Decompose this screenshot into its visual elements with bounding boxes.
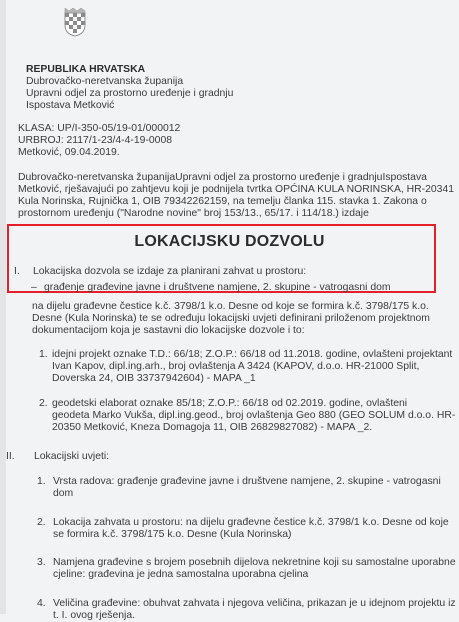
list-item-line: Ivan Kapov, dipl.ing.arh., broj ovlaštenja A 3424 (KAPOV, d.o.o. HR-21000 Split, (52, 361, 420, 372)
list-item-number: 4. (37, 598, 46, 609)
list-item (53, 476, 441, 500)
list-item-line: Veličina građevine: obuhvat zahvata i njegova veličina, prikazan je u idejnom projektu iz (53, 598, 456, 609)
list-item-line: se formira k.č. 3798/175 k.o. Desne (Kula Norinska) (53, 529, 292, 540)
body-line: dokumentacijom koja je sastavni dio lokacijske dozvole i to: (32, 325, 305, 336)
list-item-line: Doverska 24, OIB 33737942604) - MAPA _1 (52, 373, 256, 384)
list-item (52, 349, 452, 385)
section1-bullet-text: građenje građevine javne i društvene namjene, 2. skupine - vatrogasni dom (44, 282, 391, 293)
list-item-number: 2. (37, 517, 46, 528)
page-edge (0, 0, 6, 614)
list-item (52, 398, 455, 434)
list-item-number: 1. (37, 476, 46, 487)
list-item-line: t. I. ovog rješenja. (53, 610, 136, 621)
croatian-coat-of-arms-icon (63, 7, 87, 37)
section1-numeral: I. (14, 266, 20, 277)
issuer-header (26, 64, 233, 112)
section1-body (32, 301, 430, 337)
list-item-line: cjeline: građevina je jedna samostalna uporabna cjelina (53, 569, 309, 580)
header-line: Upravni odjel za prostorno uređenje i gradnju (26, 88, 234, 99)
section1-heading: Lokacijska dozvola se izdaje za planirani zahvat u prostoru: (33, 266, 307, 277)
place-date: Metković, 09.04.2019. (18, 147, 120, 158)
list-item-line: Lokacija zahvata u prostoru: na dijelu građevne čestice k.č. 3798/1 k.o. Desne od koje (53, 517, 449, 528)
section2-numeral: II. (6, 451, 15, 462)
body-line: na dijelu građevne čestice k.č. 3798/1 k.o. Desne od koje se formira k.č. 3798/175 k.o. (32, 301, 429, 312)
list-item-number: 1. (39, 349, 48, 360)
header-line: Ispostava Metković (26, 100, 115, 111)
list-item (53, 598, 456, 622)
list-item-line: dom (53, 488, 74, 499)
list-item-line: idejni projekt oznake T.D.: 66/18; Z.O.P.: 66/18 od 11.2018. godine, ovlašteni projektant (52, 349, 453, 360)
intro-line: Dubrovačko-neretvanska županijaUpravni odjel za prostorno uređenje i gradnjuIspostava (18, 172, 427, 183)
header-line: Dubrovačko-neretvanska županija (26, 76, 184, 87)
list-item-line: Vrsta radova: građenje građevine javne i društvene namjene, 2. skupine - vatrogasni (53, 476, 441, 487)
intro-line: Metković, rješavajući po zahtjevu koji je podnijela tvrtka OPĆINA KULA NORINSKA, HR-20341 (18, 184, 455, 195)
section2-heading: Lokacijski uvjeti: (34, 451, 110, 462)
list-item-line: geodeta Marko Vukša, dipl.ing.geod., broj ovlaštenja Geo 880 (GEO SOLUM d.o.o. HR- (52, 410, 456, 421)
list-item-number: 3. (37, 557, 46, 568)
urbroj-label: URBROJ: 2117/1-23/4-4-19-0008 (18, 135, 173, 146)
list-item-number: 2. (39, 398, 48, 409)
intro-paragraph (18, 172, 454, 220)
list-item (53, 557, 456, 581)
header-line: REPUBLIKA HRVATSKA (26, 64, 146, 75)
section1-bullet: – (31, 282, 37, 293)
list-item-line: Namjena građevine s brojem posebnih dijelova nekretnine koji su samostalne uporabne (53, 557, 456, 568)
body-line: Desne (Kula Norinska) te se određuju lokacijski uvjeti definirani priloženom projektnom (32, 313, 430, 324)
document-meta (18, 123, 180, 159)
list-item-line: 20350 Metković, Kneza Domagoja 11, OIB 26829827082) - MAPA _2. (52, 422, 373, 433)
intro-line: prostornom uređenju ("Narodne novine" broj 153/13., 65/17. i 114/18.) izdaje (18, 208, 369, 219)
list-item (53, 517, 449, 541)
klasa-label: KLASA: UP/I-350-05/19-01/000012 (18, 123, 181, 134)
document-title: LOKACIJSKU DOZVOLU (134, 233, 325, 250)
list-item-line: geodetski elaborat oznake 85/18; Z.O.P.: 66/18 od 02.2019. godine, ovlašteni (52, 398, 408, 409)
intro-line: Kula Norinska, Rujnička 1, OIB 79342262159, na temelju članka 115. stavka 1. Zakona o (18, 196, 427, 207)
